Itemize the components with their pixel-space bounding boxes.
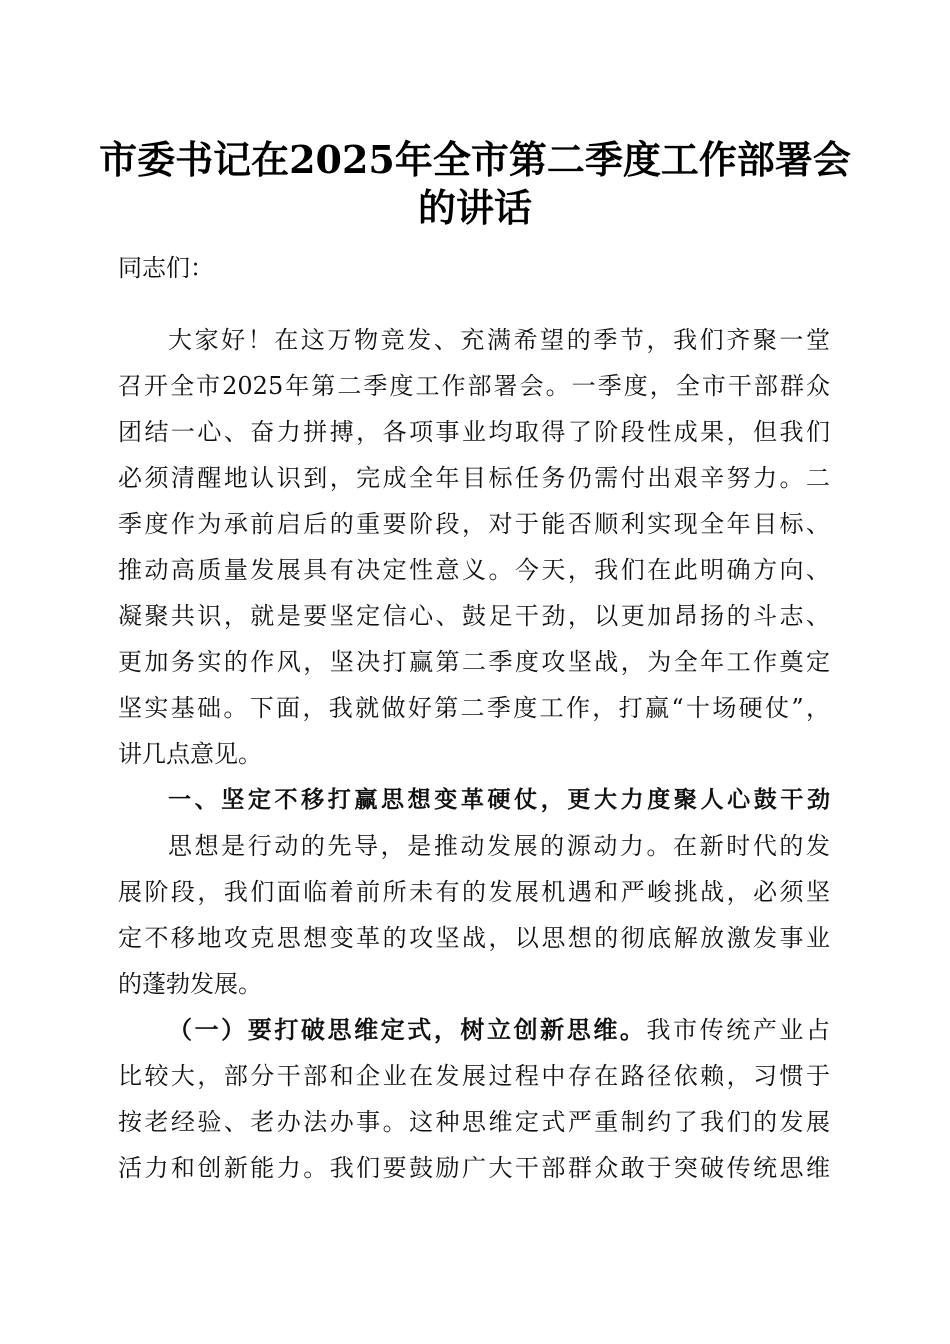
paragraph-line: 活力和创新能力。我们要鼓励广大干部群众敢于突破传统思维	[118, 1154, 830, 1182]
subsection-heading: （一）要打破思维定式，树立创新思维。	[168, 1015, 647, 1044]
paragraph-line: 大家好！在这万物竞发、充满希望的季节，我们齐聚一堂	[168, 326, 830, 354]
paragraph-line: 季度作为承前启后的重要阶段，对于能否顺利实现全年目标、	[118, 510, 830, 538]
salutation: 同志们：	[118, 254, 214, 282]
paragraph-line: 比较大，部分干部和企业在发展过程中存在路径依赖，习惯于	[118, 1062, 830, 1090]
document-title-line-2: 的讲话	[417, 185, 532, 230]
paragraph-line: 思想是行动的先导，是推动发展的源动力。在新时代的发	[168, 832, 830, 860]
paragraph-line: 坚实基础。下面，我就做好第二季度工作，打赢“十场硬仗”，	[118, 694, 830, 722]
paragraph-line: 凝聚共识，就是要坚定信心、鼓足干劲，以更加昂扬的斗志、	[118, 602, 830, 630]
paragraph-line: 的蓬勃发展。	[118, 970, 262, 998]
paragraph-line: 更加务实的作风，坚决打赢第二季度攻坚战，为全年工作奠定	[118, 648, 830, 676]
paragraph-line: 讲几点意见。	[118, 740, 262, 768]
subsection-text: 我市传统产业占	[646, 1016, 830, 1044]
section-heading: 一、坚定不移打赢思想变革硬仗，更大力度聚人心鼓干劲	[168, 787, 830, 813]
paragraph-line: 推动高质量发展具有决定性意义。今天，我们在此明确方向、	[118, 556, 830, 584]
paragraph-line: 召开全市2025年第二季度工作部署会。一季度，全市干部群众	[118, 372, 830, 400]
paragraph-line: 团结一心、奋力拼搏，各项事业均取得了阶段性成果，但我们	[118, 418, 830, 446]
paragraph-line: 展阶段，我们面临着前所未有的发展机遇和严峻挑战，必须坚	[118, 878, 830, 906]
subsection-first-line	[168, 1007, 830, 1053]
paragraph-line: 按老经验、老办法办事。这种思维定式严重制约了我们的发展	[118, 1108, 830, 1136]
document-title-line-1: 市委书记在2025年全市第二季度工作部署会	[99, 137, 851, 182]
paragraph-line: 必须清醒地认识到，完成全年目标任务仍需付出艰辛努力。二	[118, 464, 830, 492]
paragraph-line: 定不移地攻克思想变革的攻坚战，以思想的彻底解放激发事业	[118, 924, 830, 952]
